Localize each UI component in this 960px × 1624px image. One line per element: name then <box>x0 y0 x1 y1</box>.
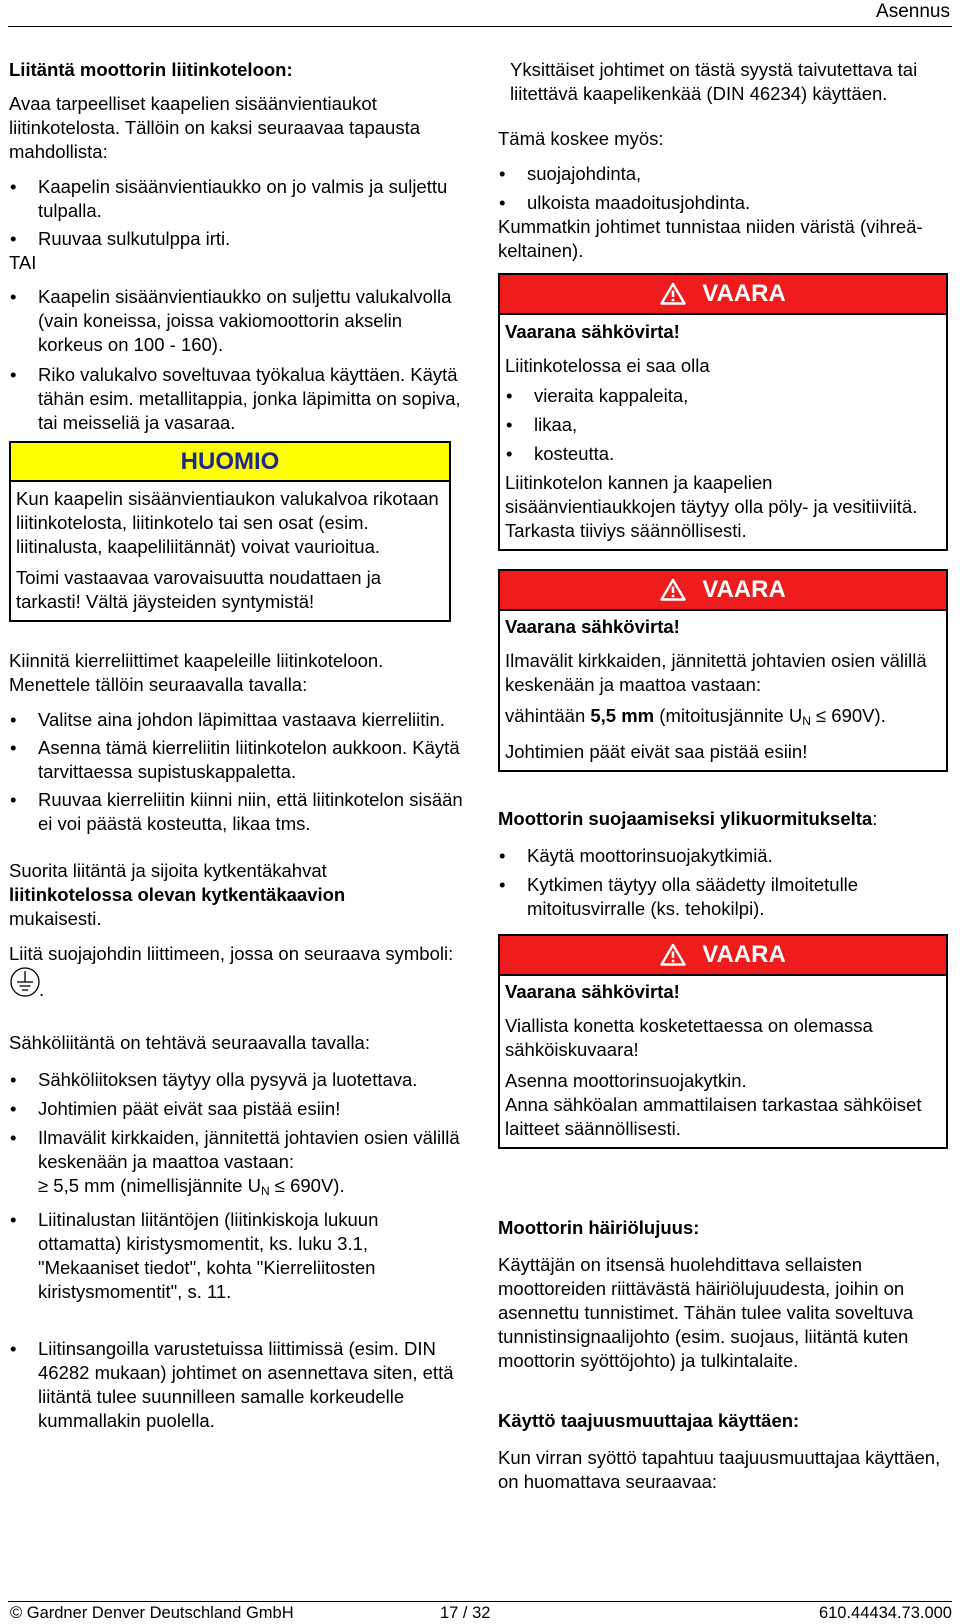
bullet-list <box>9 1068 465 1433</box>
warning-triangle-icon <box>660 578 686 601</box>
section-title: Asennus <box>876 1 950 22</box>
list-item: • Kaapelin sisäänvientiaukko on jo valmis ja suljettu tulpalla. <box>9 175 465 223</box>
vaara-subtitle: Vaarana sähkövirta! <box>505 981 680 1002</box>
warning-triangle-icon <box>660 943 686 966</box>
warning-text: Johtimien päät eivät saa pistää esiin! <box>505 741 808 762</box>
bullet-list <box>9 285 465 435</box>
text-part: vähintään <box>505 705 591 726</box>
list-item: • Sähköliitoksen täytyy olla pysyvä ja luotettava. <box>9 1068 465 1092</box>
paragraph: Kummatkin johtimet tunnistaa niiden väristä (vihreä-keltainen). <box>498 216 923 261</box>
notice-text: Kun kaapelin sisäänvientiaukon valukalvoa rikotaan liitinkotelosta, liitinkotelo tai sen osat (esim. liitinalusta, kaapeliliitännät) voivat vaurioitua. <box>16 488 439 557</box>
heading-converter: Käyttö taajuusmuuttajaa käyttäen: <box>498 1410 800 1431</box>
symbol-period: . <box>39 979 45 1000</box>
list-item: • likaa, <box>505 413 942 437</box>
list-item-text: ≥ 5,5 mm (nimellisjännite U <box>38 1175 261 1196</box>
footer-company: © Gardner Denver Deutschland GmbH <box>10 1604 294 1622</box>
page-header <box>8 0 952 27</box>
earth-symbol-line <box>9 966 465 1004</box>
bullet-list <box>9 708 465 836</box>
right-column <box>498 58 948 1494</box>
warning-text <box>505 704 942 733</box>
list-item: • ulkoista maadoitusjohdinta. <box>498 191 948 215</box>
warning-text: Asenna moottorinsuojakytkin. <box>505 1070 747 1091</box>
vaara-title-bar <box>500 275 946 315</box>
emphasis: liitinkotelossa olevan kytkentäkaavion <box>9 884 346 905</box>
list-item: • vieraita kappaleita, <box>505 384 942 408</box>
bullet-list <box>498 162 948 215</box>
subscript: N <box>802 714 811 728</box>
vaara-title-bar <box>500 936 946 976</box>
emphasis: 5,5 mm <box>590 705 655 726</box>
tai-label: TAI <box>9 252 37 273</box>
subscript: N <box>260 1184 270 1198</box>
paragraph-part: mukaisesti. <box>9 908 102 929</box>
list-item: • Asenna tämä kierreliitin liitinkotelon aukkoon. Käytä tarvittaessa supistuskappaletta. <box>9 736 465 784</box>
heading-text: Moottorin suojaamiseksi ylikuormitukselta <box>498 808 873 829</box>
list-item: • Liitinsangoilla varustetuissa liittimissä (esim. DIN 46282 mukaan) johtimet on asennettava siten, että liitäntä tulee suunnilleen samalle korkeudelle kummallakin puolella. <box>9 1337 465 1433</box>
vaara-title: VAARA <box>702 941 786 968</box>
paragraph: Tämä koskee myös: <box>498 128 664 149</box>
list-item: • Riko valukalvo soveltuvaa työkalua käyttäen. Käytä tähän esim. metallitappia, jonka läpimitta on sopiva, tai meisseliä ja vasaraa. <box>9 363 465 435</box>
heading-colon: : <box>872 808 878 829</box>
text-part: ≤ 690V). <box>810 705 886 726</box>
text-part: (mitoitusjännite U <box>654 705 803 726</box>
list-item: • suojajohdinta, <box>498 162 948 186</box>
heading-connection: Liitäntä moottorin liitinkoteloon: <box>9 59 293 80</box>
footer-page-number: 17 / 32 <box>440 1604 491 1622</box>
footer-doc-number: 610.44434.73.000 <box>818 1604 952 1622</box>
protective-earth-icon <box>9 966 41 998</box>
list-item: • Johtimien päät eivät saa pistää esiin! <box>9 1097 465 1121</box>
vaara-title-bar <box>500 571 946 611</box>
paragraph: Yksittäiset johtimet on tästä syystä taivutettava tai liitettävä kaapelikenkää (DIN 46234) käyttäen. <box>510 59 918 104</box>
bullet-list <box>9 175 465 251</box>
paragraph: Käyttäjän on itsensä huolehdittava sellaisten moottoreiden riittävästä häiriölujuudesta, joihin on asennettu tunnistimet. Tähän tulee valita soveltuva tunnistinsignaalijohto (esim. suojaus, liitäntä kuten moottorin syöttöjohto) ja tulkintalaite. <box>498 1254 914 1371</box>
vaara-warning-box <box>498 569 948 772</box>
paragraph: Kun virran syöttö tapahtuu taajuusmuuttajaa käyttäen, on huomattava seuraavaa: <box>498 1447 941 1492</box>
list-item: • Ruuvaa kierreliitin kiinni niin, että liitinkotelon sisään ei voi päästä kosteutta, likaa tms. <box>9 788 465 836</box>
left-column <box>9 58 465 1433</box>
paragraph: Liitä suojajohdin liittimeen, jossa on seuraava symboli: <box>9 943 454 964</box>
vaara-title: VAARA <box>702 576 786 603</box>
list-item: • Valitse aina johdon läpimittaa vastaava kierreliitin. <box>9 708 465 732</box>
list-item-text: ≤ 690V). <box>269 1175 345 1196</box>
vaara-subtitle: Vaarana sähkövirta! <box>505 321 680 342</box>
list-item: • Liitinalustan liitäntöjen (liitinkiskoja lukuun ottamatta) kiristysmomentit, ks. luku 3.1, "Mekaaniset tiedot", kohta "Kierreliitosten kiristysmomentit", s. 11. <box>9 1208 465 1304</box>
list-item: • kosteutta. <box>505 442 942 466</box>
warning-text: Liitinkotelon kannen ja kaapelien sisäänvientiaukkojen täytyy olla pöly- ja vesitiiviitä. Tarkasta tiiviys säännöllisesti. <box>505 472 918 541</box>
vaara-warning-box <box>498 934 948 1149</box>
heading-interference: Moottorin häiriölujuus: <box>498 1217 700 1238</box>
huomio-title: HUOMIO <box>11 443 449 482</box>
list-item: • Käytä moottorinsuojakytkimiä. <box>498 844 948 868</box>
vaara-warning-box <box>498 273 948 551</box>
warning-text: Liitinkotelossa ei saa olla <box>505 355 710 376</box>
list-item-text: Ilmavälit kirkkaiden, jännitettä johtavien osien välillä keskenään ja maattoa vastaan: <box>38 1127 460 1172</box>
warning-triangle-icon <box>660 282 686 305</box>
list-item: • Ruuvaa sulkutulppa irti. <box>9 227 465 251</box>
vaara-subtitle: Vaarana sähkövirta! <box>505 616 680 637</box>
list-item <box>9 1126 465 1203</box>
bullet-list <box>505 384 942 466</box>
warning-text: Ilmavälit kirkkaiden, jännitettä johtavien osien välillä keskenään ja maattoa vastaan: <box>505 650 927 695</box>
warning-text: Anna sähköalan ammattilaisen tarkastaa sähköiset laitteet säännöllisesti. <box>505 1094 922 1139</box>
notice-text: Toimi vastaavaa varovaisuutta noudattaen ja tarkasti! Vältä jäysteiden syntymistä! <box>16 567 382 612</box>
heading-overload <box>498 807 948 831</box>
bullet-list <box>498 844 948 921</box>
list-item: • Kaapelin sisäänvientiaukko on suljettu valukalvolla (vain koneissa, joissa vakiomoottorin akselin korkeus on 100 - 160). <box>9 285 465 357</box>
page-footer <box>8 1601 952 1624</box>
vaara-title: VAARA <box>702 280 786 307</box>
paragraph: Kiinnitä kierreliittimet kaapeleille liitinkoteloon. Menettele tällöin seuraavalla tavalla: <box>9 650 384 695</box>
paragraph-part: Suorita liitäntä ja sijoita kytkentäkahvat <box>9 860 327 881</box>
paragraph: Avaa tarpeelliset kaapelien sisäänvientiaukot liitinkotelosta. Tällöin on kaksi seuraavaa tapausta mahdollista: <box>9 93 421 162</box>
paragraph: Sähköliitäntä on tehtävä seuraavalla tavalla: <box>9 1032 370 1053</box>
warning-text: Viallista konetta kosketettaessa on olemassa sähköiskuvaara! <box>505 1015 873 1060</box>
list-item: • Kytkimen täytyy olla säädetty ilmoitetulle mitoitusvirralle (ks. tehokilpi). <box>498 873 948 921</box>
huomio-notice-box <box>9 441 451 622</box>
paragraph <box>9 859 465 931</box>
